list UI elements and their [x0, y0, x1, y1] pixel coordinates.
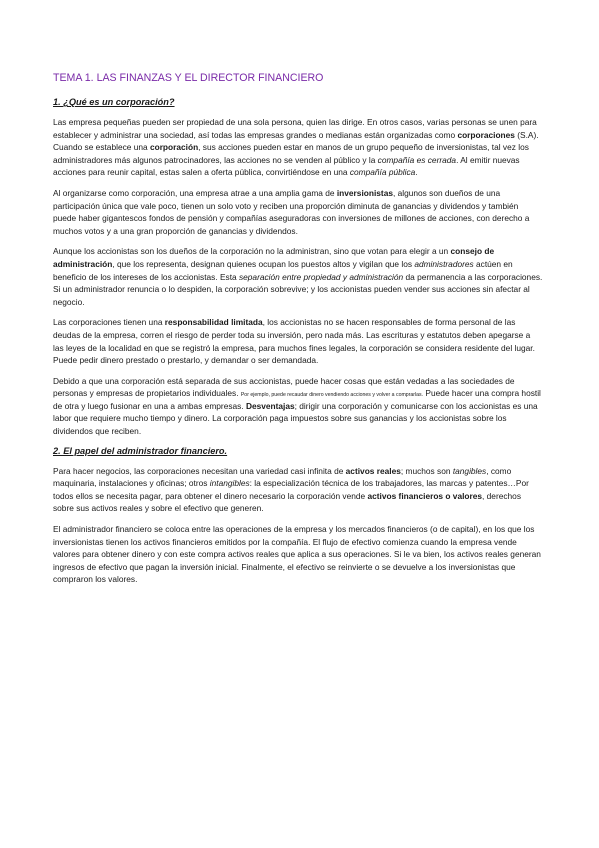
text-run: Para hacer negocios, las corporaciones necesitan una variedad casi infinita de — [53, 465, 346, 476]
bold-term: responsabilidad limitada — [164, 317, 263, 328]
section-2-heading: 2. El papel del administrador financiero. — [53, 445, 228, 456]
text-run: , algunos son dueños de una participación única que vale poco, tienen un solo voto y reciben una proporción diminuta de ganancias y dividendos y también puede haber gigantescos fondos de pensión y compañías aseguradoras con inversiones de millones de acciones, con derecho a muchos votos y a una gran proporción de ganancias y dividendos. — [53, 187, 530, 236]
section-1-heading: 1. ¿Qué es un corporación? — [53, 97, 175, 107]
text-run: , sus acciones pueden estar en manos de un grupo pequeño de inversionistas, tal vez los administradores más algunos patrocinadores, las acciones no se venden al público y la — [53, 142, 529, 165]
text-run: Las empresa pequeñas pueden ser propiedad de una sola persona, quien las dirige. En otros casos, varias personas se unen para establecer y administrar una sociedad, así todas las empresas grandes o medianas están organizadas como — [53, 117, 537, 140]
paragraph — [53, 465, 543, 515]
text-run: Debido a que una corporación está separada de sus accionistas, puede hacer cosas que están vedadas a las sociedades de personas y empresas de propietarios individuales. — [53, 375, 515, 399]
italic-term: compañía es cerrada — [377, 154, 457, 165]
text-run: , derechos sobre sus activos reales y sobre el efectivo que generen. — [53, 490, 521, 514]
text-run: . — [415, 167, 418, 178]
page-title: TEMA 1. LAS FINANZAS Y EL DIRECTOR FINANCIERO — [53, 72, 324, 84]
paragraph — [53, 523, 543, 586]
bold-term: inversionistas — [336, 187, 393, 198]
bold-term: activos reales — [345, 465, 401, 476]
text-run: ; muchos son — [400, 465, 453, 476]
paragraph — [53, 316, 543, 366]
paragraph — [53, 116, 543, 179]
text-run: actúen en beneficio de los intereses de los accionistas. Esta — [53, 258, 513, 282]
bold-term: activos financieros o valores — [367, 490, 483, 501]
bold-term: corporación — [149, 142, 199, 153]
bold-term: corporaciones — [457, 129, 515, 140]
italic-term: intangibles — [209, 478, 250, 489]
text-run: Al organizarse como corporación, una empresa atrae a una amplia gama de — [53, 187, 337, 198]
text-run: ; dirigir una corporación y comunicarse con los accionistas es una labor que requiere mucho tiempo y dinero. La corporación paga impuestos sobre sus ganancias y los accionistas sobre los dividendos que reciben. — [53, 400, 538, 437]
text-run: . Al emitir nuevas acciones para reunir capital, estas salen a oferta pública, convirtiéndose en una — [53, 154, 520, 178]
text-run: , que los representa, designan quienes ocupan los puestos altos y vigilan que los — [112, 258, 415, 269]
text-run: El administrador financiero se coloca entre las operaciones de la empresa y los mercados financieros (o de capital), en los que los inversionistas tienen los activos financieros emitidos por la compañía. El flujo de efectivo comienza cuando la empresa vende valores para obtener dinero y con este compra activos reales que aplica a sus operaciones. Si le va bien, los activos reales generan ingresos de efectivo que pagan la inversión inicial. Finalmente, el efectivo se reinvierte o se devuelve a los inversionistas que compraron los valores. — [53, 524, 541, 585]
text-run: Aunque los accionistas son los dueños de la corporación no la administran, sino que votan para elegir a un — [53, 246, 451, 257]
paragraph — [53, 375, 543, 438]
text-run: Puede hacer una compra hostil de otra y luego fusionar en una a ambas empresas. — [53, 388, 541, 411]
paragraph — [53, 245, 543, 308]
italic-term: separación entre propiedad y administración — [238, 271, 404, 282]
text-run: , como maquinaria, instalaciones y oficinas; otros — [53, 465, 512, 489]
small-note: Por ejemplo, puede recaudar dinero vendiendo acciones y volver a comprarlas. — [240, 392, 424, 399]
document-page — [53, 72, 543, 594]
bold-term: consejo de administración — [53, 246, 495, 269]
text-run: : la especialización técnica de los trabajadores, las marcas y patentes…Por todos ellos se necesita pagar, para obtener el dinero necesario la corporación vende — [53, 478, 529, 501]
italic-term: compañía pública — [349, 167, 416, 178]
italic-term: administradores — [414, 258, 474, 269]
italic-term: tangibles — [452, 465, 487, 476]
bold-term: Desventajas — [245, 400, 295, 411]
paragraph — [53, 187, 543, 237]
text-run: da permanencia a las corporaciones. Si un administrador renuncia o lo despiden, la corporación sobrevive; y los accionistas pueden vender sus acciones sin afectar al negocio. — [53, 271, 543, 307]
text-run: , los accionistas no se hacen responsables de forma personal de las deudas de la empresa, corren el riesgo de perder toda su inversión, pero nada más. Las escrituras y estatutos deben apegarse a las leyes de la localidad en que se registró la empresa, para muchos fines legales, la corporación se considera residente del lugar. Puede pedir dinero prestado o prestarlo, y demandar o ser demandada. — [53, 317, 535, 366]
text-run: (S.A). Cuando se establece una — [53, 129, 539, 153]
text-run: Las corporaciones tienen una — [53, 317, 165, 328]
